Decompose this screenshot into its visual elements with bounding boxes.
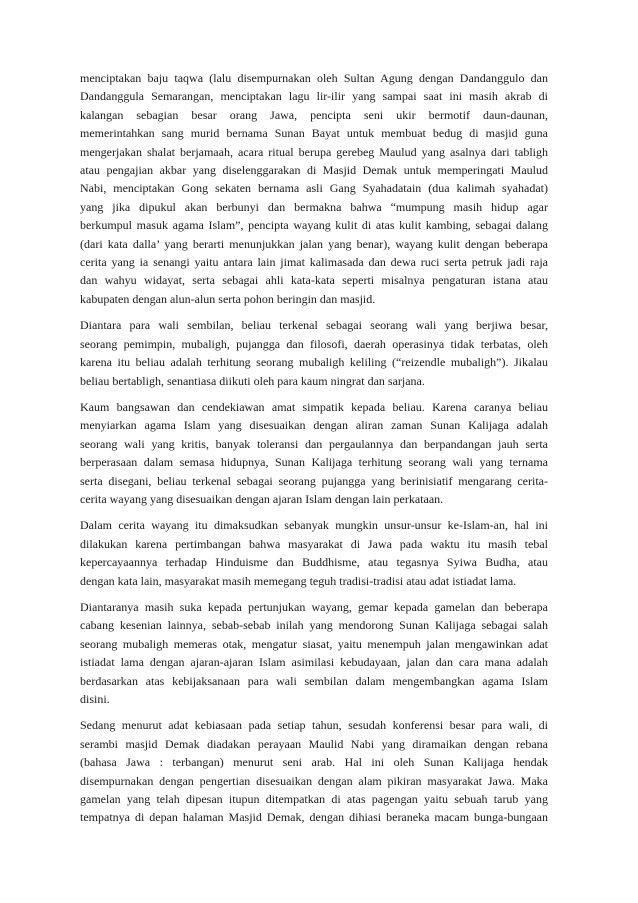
text-line: serambi masjid Demak diadakan perayaan Maulid Nabi yang diramaikan dengan rebana — [80, 736, 548, 751]
text-line: beliau bertabligh, senantiasa diikuti oleh para kaum ningrat dan sarjana. — [80, 373, 425, 388]
text-line: Dandanggula Semarangan, menciptakan lagu lir-ilir yang sampai saat ini masih akrab di — [80, 89, 548, 104]
text-line: disempurnakan dengan pengertian disesuaikan dengan alam pikiran masyarakat Jawa. Maka — [80, 773, 548, 788]
text-line: karena itu beliau adalah terhitung seorang mubaligh keliling (“reizendle mubaligh”). Jikalau — [80, 355, 548, 370]
text-line: menciptakan baju taqwa (lalu disempurnakan oleh Sultan Agung dengan Dandanggulo dan — [80, 71, 548, 85]
text-line: cerita wayang yang disesuaikan dengan ajaran Islam dengan lain perkataan. — [80, 491, 444, 506]
text-line: berkumpul masuk agama Islam”, pencipta wayang kulit di atas kulit kambing, sebagai dalang — [80, 218, 548, 233]
text-line: memerintahkan sang murid bernama Sunan Bayat untuk membuat bedug di masjid guna — [80, 126, 548, 141]
paragraph — [80, 716, 548, 826]
text-line: gamelan yang telah dipesan itupun ditempatkan di atas pagengan yaitu sebuah tarub yang — [80, 792, 548, 807]
text-line: seorang wali yang kritis, banyak toleransi dan pergaulannya dan berpandangan jauh serta — [80, 436, 548, 451]
text-line: serta disegani, beliau terkenal sebagai seorang pujangga yang berinisiatif mengarang cerita- — [80, 473, 548, 488]
text-line: tempatnya di depan halaman Masjid Demak, dengan dihiasi beraneka macam bunga-bungaan — [80, 810, 548, 825]
paragraph — [80, 398, 548, 508]
text-line: menyiarkan agama Islam yang disesuaikan dengan aliran zaman Sunan Kalijaga adalah — [80, 418, 548, 433]
text-line: atau pengajian akbar yang diselenggarakan di Masjid Demak untuk memperingati Maulud — [80, 163, 548, 178]
text-line: Kaum bangsawan dan cendekiawan amat simpatik kepada beliau. Karena caranya beliau — [80, 399, 548, 414]
paragraph — [80, 316, 548, 390]
text-line: dan wahyu widayat, serta sebagai ahli kata-kata seperti misalnya pengaturan istana atau — [80, 273, 548, 288]
text-line: Dalam cerita wayang itu dimaksudkan sebanyak mungkin unsur-unsur ke-Islam-an, hal ini — [80, 518, 548, 533]
text-line: istiadat lama dengan ajaran-ajaran Islam asimilasi kebudayaan, jalan dan cara mana adalah — [80, 655, 548, 670]
paragraph — [80, 69, 548, 308]
text-line: seorang mubaligh memeras otak, mengatur siasat, yaitu menempuh jalan mengawinkan adat — [80, 636, 548, 651]
text-line: seorang pemimpin, mubaligh, pujangga dan filosofi, daerah operasinya tidak terbatas, oleh — [80, 336, 548, 351]
text-line: mengerjakan shalat berjamaah, acara ritual berupa gerebeg Maulud yang asalnya dari tabligh — [80, 144, 548, 159]
text-line: disini. — [80, 692, 110, 706]
text-line: berperasaan dalam semasa hidupnya, Sunan Kalijaga terhitung seorang wali yang ternama — [80, 455, 548, 470]
text-line: berdasarkan atas kebijaksanaan para wali sembilan dalam mengembangkan agama Islam — [80, 673, 548, 688]
document-page — [80, 69, 548, 835]
paragraph — [80, 598, 548, 708]
text-line: Sedang menurut adat kebiasaan pada setiap tahun, sesudah konferensi besar para wali, di — [80, 718, 548, 733]
text-line: (bahasa Jawa : terbangan) menurut seni arab. Hal ini oleh Sunan Kalijaga hendak — [80, 755, 548, 770]
text-line: Diantara para wali sembilan, beliau terkenal sebagai seorang wali yang berjiwa besar, — [80, 318, 548, 333]
paragraph — [80, 516, 548, 590]
text-line: kalangan sebagian besar orang Jawa, pencipta seni ukir bermotif daun-daunan, — [80, 107, 548, 122]
text-line: (dari kata dalla’ yang berarti menunjukkan jalan yang benar), wayang kulit dengan beberapa — [80, 236, 548, 251]
text-line: kepercayaannya terhadap Hinduisme dan Buddhisme, atau tegasnya Syiwa Budha, atau — [80, 555, 548, 570]
text-line: Diantaranya masih suka kepada pertunjukan wayang, gemar kepada gamelan dan beberapa — [80, 599, 548, 614]
text-line: dengan kata lain, masyarakat masih memegang teguh tradisi-tradisi atau adat istiadat lama. — [80, 573, 517, 588]
text-line: cerita yang ia senangi yaitu antara lain jimat kalimasada dan dewa ruci serta petruk jadi raja — [80, 255, 548, 270]
text-line: Nabi, menciptakan Gong sekaten bernama asli Gang Syahadatain (dua kalimah syahadat) — [80, 181, 548, 196]
text-line: yang jika dipukul akan berbunyi dan bermakna bahwa “mumpung masih hidup agar — [80, 199, 548, 214]
text-line: kabupaten dengan alun-alun serta pohon beringin dan masjid. — [80, 291, 376, 306]
text-line: cabang kesenian lainnya, sebab-sebab inilah yang mendorong Sunan Kalijaga sebagai salah — [80, 618, 548, 633]
text-line: dilakukan karena pertimbangan bahwa masyarakat di Jawa pada waktu itu masih tebal — [80, 536, 548, 551]
